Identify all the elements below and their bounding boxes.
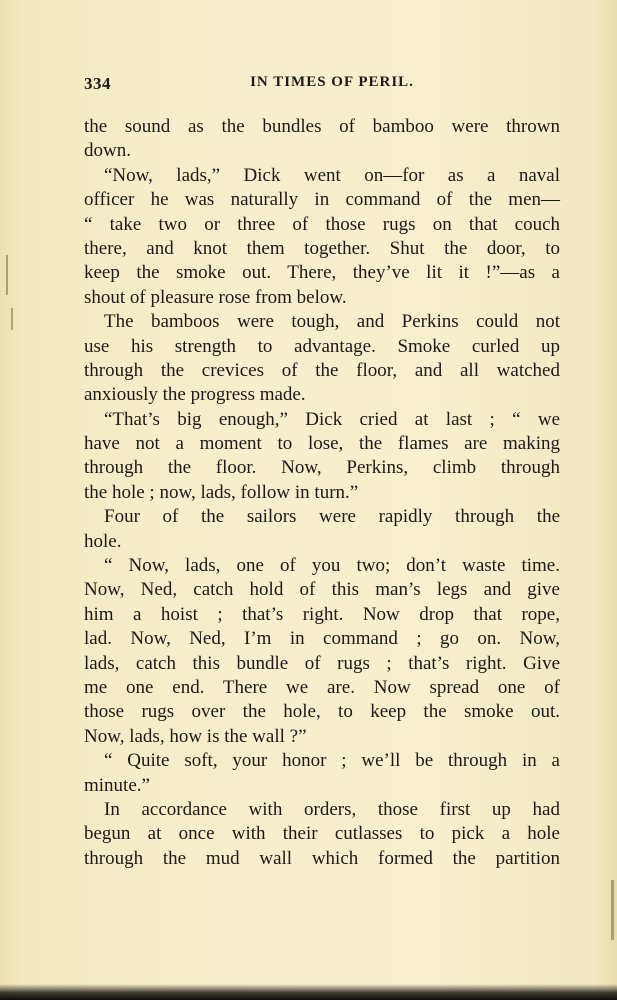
text-line: anxiously the progress made. bbox=[84, 384, 306, 406]
page-number: 334 bbox=[84, 74, 111, 93]
text-line: the hole ; now, lads, follow in turn.” bbox=[84, 481, 359, 503]
text-line: lads, catch this bundle of rugs ; that’s right. Give bbox=[84, 652, 560, 674]
text-line: there, and knot them together. Shut the door, to bbox=[84, 237, 560, 259]
page-edge-mark bbox=[611, 880, 614, 940]
text-line: through the mud wall which formed the partition bbox=[84, 847, 560, 869]
running-head: IN TIMES OF PERIL. bbox=[250, 74, 414, 90]
text-line: “ Now, lads, one of you two; don’t waste time. bbox=[104, 555, 560, 577]
text-line: Now, lads, how is the wall ?” bbox=[84, 725, 307, 747]
text-line: Now, Ned, catch hold of this man’s legs and give bbox=[84, 579, 560, 601]
text-line: use his strength to advantage. Smoke curled up bbox=[84, 335, 560, 357]
text-line: through the floor. Now, Perkins, climb through bbox=[84, 457, 560, 479]
scan-bottom-edge bbox=[0, 984, 617, 1000]
text-line: me one end. There we are. Now spread one of bbox=[84, 676, 560, 698]
text-line: The bamboos were tough, and Perkins could not bbox=[104, 311, 560, 333]
page-edge-mark bbox=[11, 308, 13, 330]
text-line: “Now, lads,” Dick went on—for as a naval bbox=[104, 164, 560, 186]
text-line: the sound as the bundles of bamboo were thrown bbox=[84, 116, 560, 137]
text-line: officer he was naturally in command of the men— bbox=[84, 189, 560, 211]
text-line: Four of the sailors were rapidly through the bbox=[104, 506, 560, 528]
text-line: “ take two or three of those rugs on that couch bbox=[84, 213, 560, 235]
body-text bbox=[84, 115, 560, 871]
text-line: “That’s big enough,” Dick cried at last ; “ we bbox=[104, 408, 560, 430]
text-line: lad. Now, Ned, I’m in command ; go on. Now, bbox=[84, 628, 560, 650]
text-line: have not a moment to lose, the flames are making bbox=[84, 433, 560, 455]
text-line: down. bbox=[84, 140, 131, 162]
text-line: those rugs over the hole, to keep the smoke out. bbox=[84, 701, 560, 723]
page-edge-mark bbox=[6, 255, 8, 295]
text-line: shout of pleasure rose from below. bbox=[84, 286, 347, 308]
text-line: begun at once with their cutlasses to pick a hole bbox=[84, 823, 560, 845]
page-header bbox=[84, 74, 560, 98]
text-line: In accordance with orders, those first up had bbox=[104, 798, 560, 820]
text-line: through the crevices of the floor, and all watched bbox=[84, 359, 560, 381]
text-line: “ Quite soft, your honor ; we’ll be through in a bbox=[104, 750, 560, 772]
text-line: keep the smoke out. There, they’ve lit it !”—as a bbox=[84, 262, 560, 284]
text-line: him a hoist ; that’s right. Now drop that rope, bbox=[84, 603, 560, 625]
text-line: hole. bbox=[84, 530, 122, 552]
text-line: minute.” bbox=[84, 774, 150, 796]
